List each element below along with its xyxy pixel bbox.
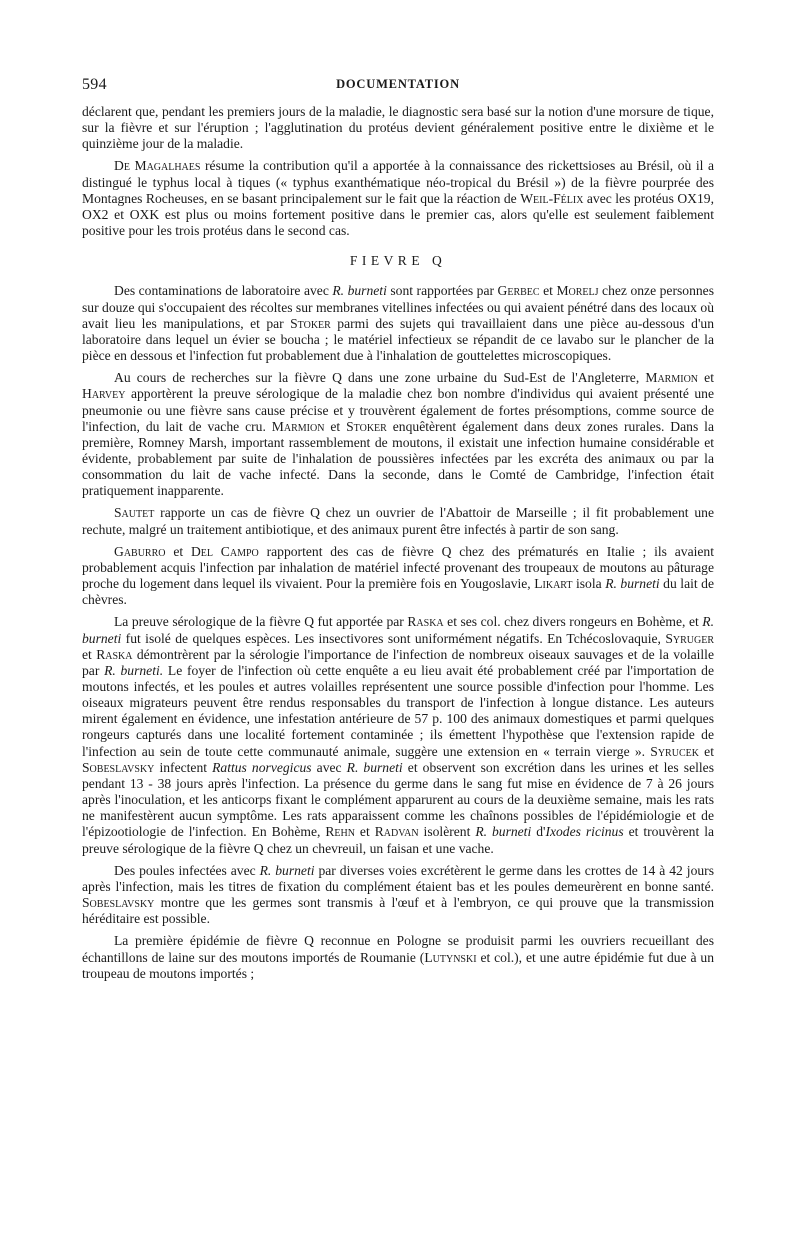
- text-run: et col.), et une autre épidémie fut due à un troupeau de moutons importés ;: [82, 949, 714, 981]
- species-name: R. burneti: [605, 576, 660, 592]
- text-run: chez onze personnes sur douze qui s'occupaient des récoltes sur membranes vitellines infectées ou qui avaient pénétré dans des locaux où avait lieu les manipulations, et par: [82, 283, 714, 331]
- text-run: démontrèrent par la sérologie l'importance de l'infection de nombreux oiseaux sauvages et de la volaille par: [82, 646, 714, 678]
- species-name: R. burneti: [82, 614, 714, 646]
- text-run: fut isolé de quelques espèces. Les insectivores sont uniformément négatifs. En Tchécoslovaquie,: [121, 630, 666, 646]
- text-run: résume la contribution qu'il a apportée à la connaissance des rickettsioses au Brésil, où il a distingué le typhus local à tiques (« typhus exanthématique néo-tropical du Brésil ») de la fièvre pourprée des Montagnes Rocheuses, en se basant principalement sur le fait que la réaction de: [82, 158, 714, 206]
- author-name: Stoker: [346, 418, 387, 434]
- author-name: Syruger: [665, 630, 714, 646]
- text-run: et: [698, 743, 714, 759]
- text-run: d': [531, 824, 546, 840]
- page-number: 594: [82, 76, 107, 93]
- author-name: De Magalhaes: [114, 158, 201, 174]
- author-name: Likart: [534, 576, 573, 592]
- text-run: avec les protéus OX19, OX2 et OXK est plus ou moins fortement positive dans le premier cas, alors qu'elle est seulement faiblement positive pour les trois protéus dans le second cas.: [82, 190, 714, 239]
- paragraph: [82, 614, 714, 856]
- author-name: Sobeslavsky: [82, 895, 155, 911]
- author-name: Rehn: [325, 824, 355, 840]
- text-run: isolèrent: [418, 824, 476, 840]
- author-name: Del Campo: [190, 543, 259, 559]
- author-name: Sobeslavsky: [82, 759, 155, 775]
- text-run: La première épidémie de fièvre Q reconnue en Pologne se produisit parmi les ouvriers recueillant des échantillons de laine sur des moutons importés de Roumanie (: [82, 933, 714, 965]
- text-run: Des contaminations de laboratoire avec: [114, 283, 333, 299]
- author-name: Raska: [96, 646, 133, 662]
- author-name: Raska: [407, 614, 444, 630]
- text-run: du lait de chèvres.: [82, 576, 714, 608]
- text-run: et: [165, 543, 191, 559]
- text-run: apportèrent la preuve sérologique de la maladie chez bon nombre d'individus qui avaient présenté une pneumonie ou une fièvre sans cause précise et y trouvèrent également de fortes présomptions, comme source de l'infection, du lait de vache cru.: [82, 386, 714, 434]
- text-run: sont rapportées par: [386, 283, 498, 299]
- author-name: Gerbec: [497, 283, 540, 299]
- species-name: R. burneti: [475, 824, 532, 840]
- species-name: Ixodes ricinus: [545, 824, 624, 840]
- paragraph: [82, 863, 714, 928]
- text-run: et: [539, 283, 557, 299]
- text-run: et observent son excrétion dans les urines et les selles pendant 13 - 38 jours après l'infection. La présence du germe dans le sang fut mise en évidence de 7 à 26 jours après l'inoculation, et les anticorps fixant le complément apparurent au cours de la deuxième semaine, mais les rats ne manifestèrent aucun symptôme. Les rats apparaissent comme les chaînons possibles de l'épidémiologie et de l'épizootiologie de l'infection. En Bohème,: [82, 759, 714, 840]
- text-run: rapportent des cas de fièvre Q chez des prématurés en Italie ; ils avaient probablement acquis l'infection par inhalation de matériel infecté provenant des troupeaux de moutons au pâturage proche du logement dans lequel ils vivaient. Pour la première fois en Yougoslavie,: [82, 543, 714, 592]
- paragraph: [82, 283, 714, 364]
- text-run: par diverses voies excrétèrent le germe dans les crottes de 14 à 42 jours après l'infection, mais les titres de fixation du complément étaient bas et les poules demeurèrent en bonne santé.: [82, 862, 714, 894]
- text-run: et trouvèrent la preuve sérologique de la fièvre Q chez un chevreuil, un faisan et une vache.: [82, 824, 715, 856]
- text-run: et: [324, 418, 347, 434]
- running-title: DOCUMENTATION: [336, 77, 460, 91]
- species-name: R. burneti.: [104, 662, 164, 678]
- author-name: Stoker: [290, 315, 331, 331]
- text-run: rapporte un cas de fièvre Q chez un ouvrier de l'Abattoir de Marseille ; il fit probablement une rechute, malgré un traitement antibiotique, et des animaux purent être infectés à partir de son sang.: [82, 505, 714, 537]
- author-name: Radvan: [374, 824, 419, 840]
- text-run: parmi des sujets qui travaillaient dans une pièce au-dessous d'un laboratoire dans lequel un évier se boucha ; le matériel infectieux se répandit de ce lavabo sur le plancher de la pièce en dessous et l'infection fut probablement due à l'inhalation de gouttelettes microscopiques.: [82, 315, 714, 364]
- text-run: déclarent que, pendant les premiers jours de la maladie, le diagnostic sera basé sur la notion d'une morsure de tique, sur la fièvre et sur l'éruption ; l'agglutination du protéus devient généralement positive entre le dixième et le quinzième jour de la maladie.: [82, 104, 714, 152]
- article-body: [82, 104, 714, 988]
- text-run: avec: [311, 759, 347, 775]
- author-name: Harvey: [82, 386, 126, 402]
- text-run: et: [698, 370, 714, 386]
- species-name: Rattus norvegicus: [212, 759, 312, 775]
- text-run: isola: [572, 576, 606, 592]
- paragraph: [82, 544, 714, 609]
- paragraph: [82, 505, 714, 537]
- text-run: Le foyer de l'infection où cette enquête a eu lieu avait été probablement créé par l'importation de moutons infectés, et les poules et autres volailles représentent une source possible d'infection pour l'homme. Les oiseaux migrateurs peuvent être rendus responsables du transport de l'infection à longue distance. Les auteurs mirent également en évidence, une infestation antérieure de 57 p. 100 des animaux domestiques et parmi quelques rongeurs capturés dans une localité fortement contaminée ; ils émettent l'hypothèse que l'extension rapide de l'infection au sein de toute cette communauté animale, suggère une extension en « terrain vierge ».: [82, 662, 714, 759]
- author-name: Weil-Félix: [520, 190, 584, 206]
- author-name: Lutynski: [424, 949, 477, 965]
- text-run: montre que les germes sont transmis à l'œuf et à l'embryon, ce qui prouve que la transmission héréditaire est possible.: [82, 895, 714, 927]
- author-name: Gaburro: [114, 543, 166, 559]
- text-run: Au cours de recherches sur la fièvre Q dans une zone urbaine du Sud-Est de l'Angleterre,: [114, 370, 646, 386]
- species-name: R. burneti: [332, 283, 387, 299]
- species-name: R. burneti: [259, 862, 315, 878]
- text-run: Des poules infectées avec: [114, 862, 260, 878]
- author-name: Sautet: [114, 505, 155, 521]
- author-name: Syrucek: [650, 743, 699, 759]
- author-name: Marmion: [271, 418, 325, 434]
- paragraph: [82, 933, 714, 981]
- paragraph: [82, 158, 714, 239]
- section-heading: FIEVRE Q: [349, 253, 447, 269]
- paragraph: [82, 370, 714, 499]
- text-run: et: [82, 646, 97, 662]
- page-header: [82, 76, 714, 96]
- text-run: infectent: [154, 759, 213, 775]
- author-name: Marmion: [645, 370, 699, 386]
- text-run: et: [354, 824, 375, 840]
- author-name: Morelj: [556, 283, 599, 299]
- text-run: et ses col. chez divers rongeurs en Bohème, et: [443, 614, 703, 630]
- paragraph: [82, 104, 714, 152]
- text-run: La preuve sérologique de la fièvre Q fut apportée par: [114, 614, 408, 630]
- text-run: enquêtèrent également dans deux zones rurales. Dans la première, Romney Marsh, important rassemblement de moutons, il existait une infection humaine considérable et évidente, probablement par suite de l'inhalation de poussières infectées par les excréta des animaux ou par la consommation du lait de vache infecté. Dans la seconde, dans le Comté de Cambridge, l'infection était pratiquement inapparente.: [82, 418, 714, 499]
- species-name: R. burneti: [346, 759, 403, 775]
